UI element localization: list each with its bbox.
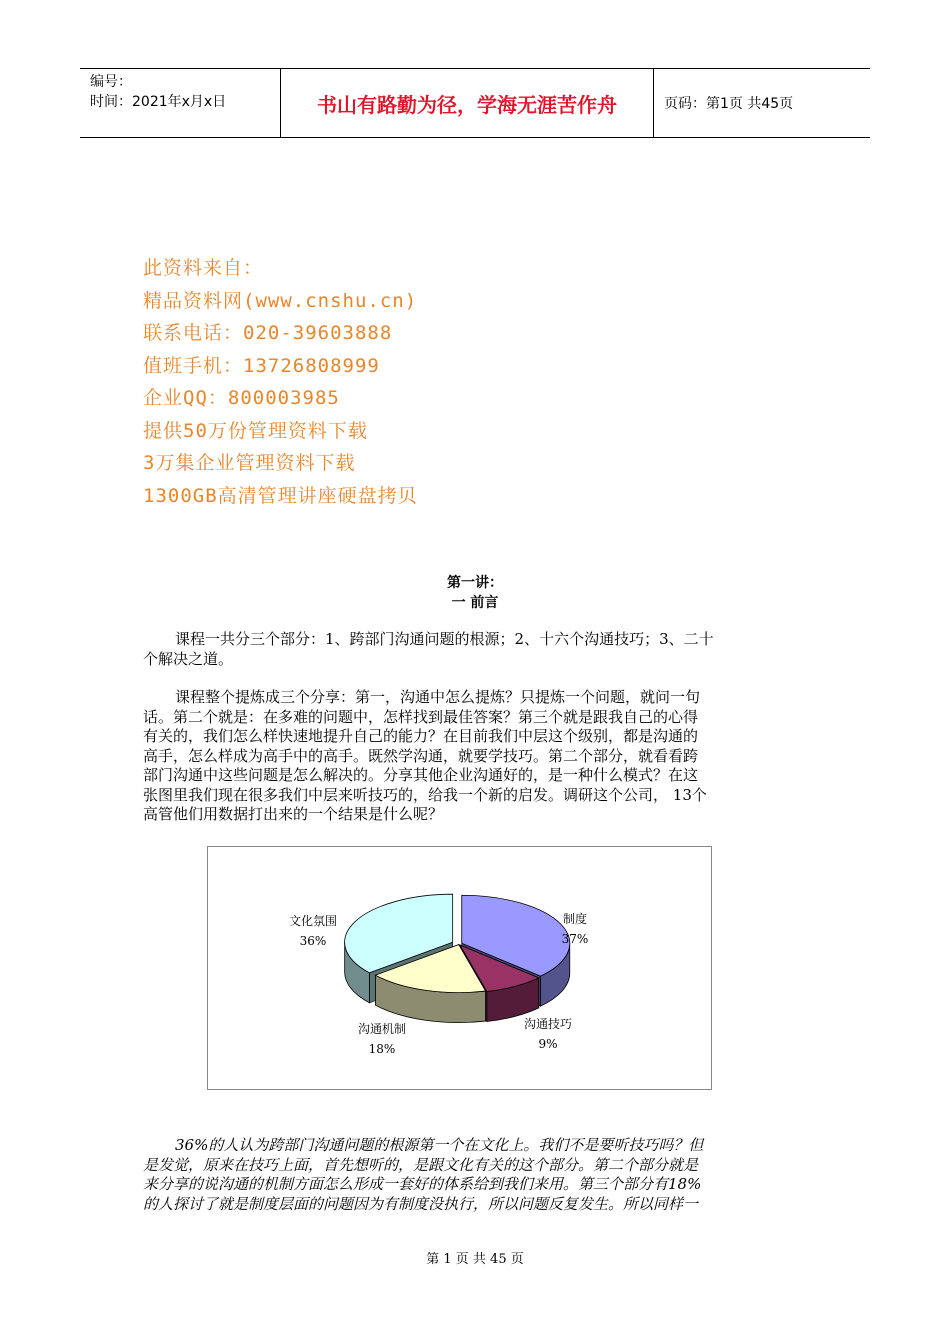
paragraph-line: 话。第二个就是：在多难的问题中，怎样找到最佳答案？第三个就是跟我自己的心得 xyxy=(143,707,699,726)
source-line: 1300GB高清管理讲座硬盘拷贝 xyxy=(143,484,418,507)
header-number-label: 编号： xyxy=(90,74,132,90)
paragraph-line: 36%的人认为跨部门沟通问题的根源第一个在文化上。我们不是要听技巧吗？但 xyxy=(175,1136,704,1154)
pie-value-label: 36% xyxy=(299,934,327,948)
source-line: 值班手机：13726808999 xyxy=(143,354,380,377)
source-line: 联系电话：020-39603888 xyxy=(143,322,393,344)
paragraph-survey-analysis xyxy=(143,1136,783,1214)
paragraph-line: 来分享的说沟通的机制方面怎么形成一套好的体系给到我们来用。第三个部分有18% xyxy=(143,1175,702,1193)
paragraph-line: 是发觉，原来在技巧上面，首先想听的，是跟文化有关的这个部分。第二个部分就是 xyxy=(143,1155,699,1174)
source-line: 企业QQ：800003985 xyxy=(143,387,340,409)
paragraph-line: 有关的，我们怎么样快速地提升自己的能力？在目前我们中层这个级别，都是沟通的 xyxy=(143,727,699,745)
paragraph-course-summary xyxy=(143,688,783,825)
pie-value-label: 37% xyxy=(561,932,589,946)
page-footer: 第 1 页 共 45 页 xyxy=(426,1252,524,1267)
lecture-subtitle: 一 前言 xyxy=(451,595,499,611)
source-line: 3万集企业管理资料下载 xyxy=(143,452,356,474)
pie-value-label: 9% xyxy=(538,1037,558,1051)
paragraph-line: 高手，怎么样成为高手中的高手。既然学沟通，就要学技巧。第二个部分，就看看跨 xyxy=(143,746,699,765)
source-line: 精品资料网(www.cnshu.cn) xyxy=(143,289,418,312)
header-motto: 书山有路勤为径，学海无涯苦作舟 xyxy=(281,69,654,137)
header-page-info: 页码：第1页 共45页 xyxy=(664,96,794,112)
paragraph-line: 高管他们用数据打出来的一个结果是什么呢？ xyxy=(143,805,444,823)
source-line: 提供50万份管理资料下载 xyxy=(143,419,368,442)
paragraph-course-parts xyxy=(143,630,783,669)
paragraph-line: 课程整个提炼成三个分享：第一，沟通中怎么提炼？只提炼一个问题，就问一句 xyxy=(175,688,701,706)
source-line: 此资料来自： xyxy=(143,257,264,279)
pie-chart-svg xyxy=(208,847,711,1089)
paragraph-line: 个解决之道。 xyxy=(143,649,234,668)
source-info-block xyxy=(143,252,418,512)
paragraph-line: 部门沟通中这些问题是怎么解决的。分享其他企业沟通好的，是一种什么模式？在这 xyxy=(143,766,699,784)
pie-category-label: 文化氛围 xyxy=(288,914,338,928)
pie-category-label: 沟通技巧 xyxy=(523,1017,573,1031)
page-header-table xyxy=(80,68,870,138)
paragraph-line: 张图里我们现在很多我们中层来听技巧的，给我一个新的启发。调研这个公司， 13个 xyxy=(143,785,707,804)
pie-category-label: 制度 xyxy=(562,912,588,926)
paragraph-line: 的人探讨了就是制度层面的问题因为有制度没执行，所以问题反复发生。所以同样一 xyxy=(143,1194,699,1213)
pie-value-label: 18% xyxy=(368,1042,396,1056)
header-time-label: 时间：2021年x月x日 xyxy=(90,94,227,110)
paragraph-line: 课程一共分三个部分：1、跨部门沟通问题的根源；2、十六个沟通技巧；3、二十 xyxy=(175,630,714,648)
pie-category-label: 沟通机制 xyxy=(357,1022,407,1036)
lecture-title: 第一讲： xyxy=(447,575,503,591)
header-meta-cell xyxy=(80,69,281,137)
pie-chart xyxy=(207,846,712,1090)
